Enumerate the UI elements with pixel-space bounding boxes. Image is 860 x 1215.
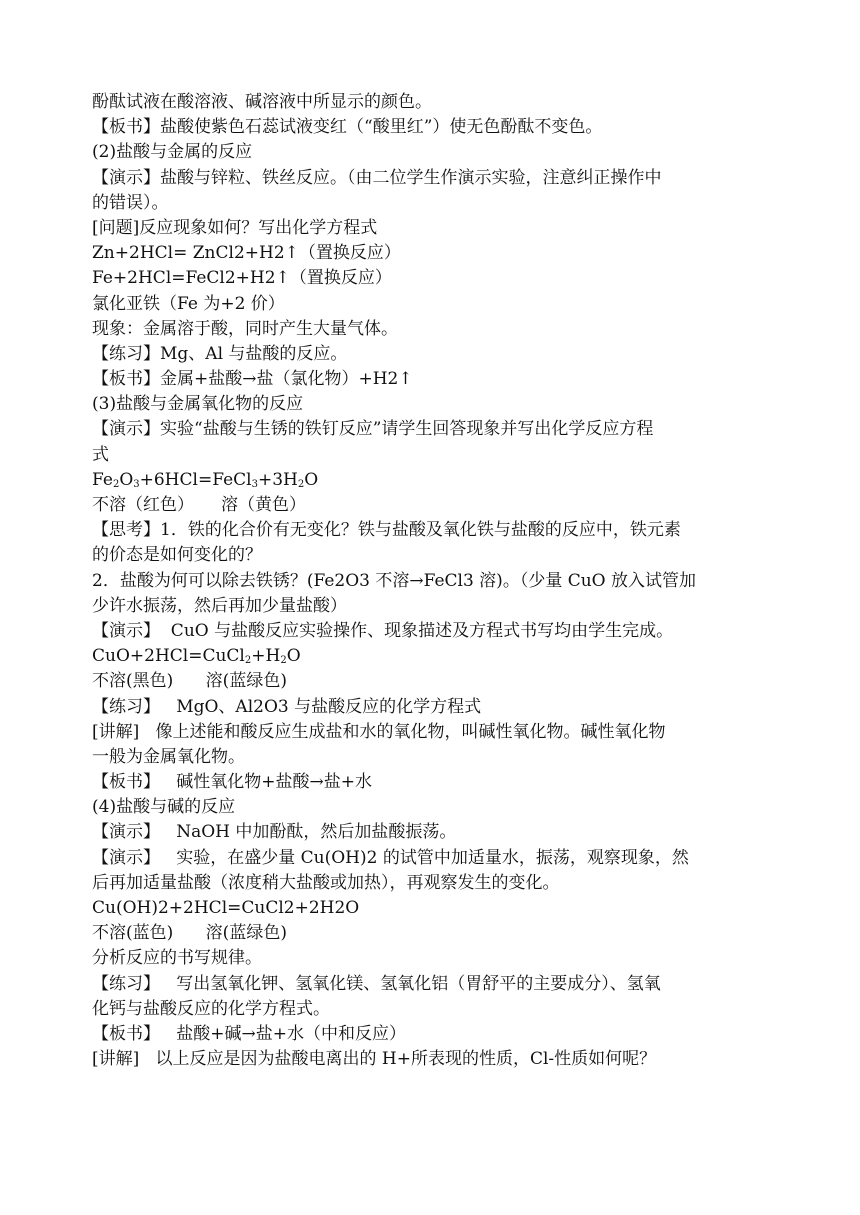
text-line: 【板书】 碱性氧化物+盐酸→盐+水 xyxy=(92,772,372,793)
text-line: 式 xyxy=(92,444,109,465)
text-line: 分析反应的书写规律。 xyxy=(92,948,262,969)
text-line: 不溶（红色） 溶（黄色） xyxy=(92,495,307,515)
text-line: [讲解] 像上述能和酸反应生成盐和水的氧化物，叫碱性氧化物。碱性氧化物 xyxy=(92,721,666,742)
text-line: 【演示】 实验，在盛少量 Cu(OH)2 的试管中加适量水，振荡，观察现象，然 xyxy=(92,847,689,868)
text-line: 不溶(蓝色) 溶(蓝绿色) xyxy=(92,923,287,944)
text-line: Cu(OH)2+2HCl=CuCl2+2H2O xyxy=(92,898,360,918)
text-line: 【板书】金属+盐酸→盐（氯化物）+H2↑ xyxy=(92,369,413,390)
document-body xyxy=(92,90,782,1072)
text-line: [问题]反应现象如何？写出化学方程式 xyxy=(92,217,378,238)
text-line: 【演示】 NaOH 中加酚酞，然后加盐酸振荡。 xyxy=(92,822,457,843)
text-line: 后再加适量盐酸（浓度稍大盐酸或加热），再观察发生的变化。 xyxy=(92,872,560,893)
text-line: 2．盐酸为何可以除去铁锈？(Fe2O3 不溶→FeCl3 溶)。（少量 CuO 放入试管加 xyxy=(92,570,697,591)
text-line: [讲解] 以上反应是因为盐酸电离出的 H+所表现的性质，Cl-性质如何呢？ xyxy=(92,1049,657,1070)
text-line: 【思考】1．铁的化合价有无变化？铁与盐酸及氧化铁与盐酸的反应中，铁元素 xyxy=(92,520,681,541)
text-line: 一般为金属氧化物。 xyxy=(92,746,245,767)
equation-cuo: $CuO+2HCl=CuCl_2+H_2O$ xyxy=(92,646,301,667)
text-line: Zn+2HCl= ZnCl2+H2↑（置换反应） xyxy=(92,243,401,264)
text-line: 的错误）。 xyxy=(92,192,169,213)
text-line: (2)盐酸与金属的反应 xyxy=(92,142,253,163)
text-line: 的价态是如何变化的？ xyxy=(92,545,262,566)
text-line: 现象：金属溶于酸，同时产生大量气体。 xyxy=(92,318,398,339)
text-line: (3)盐酸与金属氧化物的反应 xyxy=(92,394,304,415)
text-line: 【演示】实验“盐酸与生锈的铁钉反应”请学生回答现象并写出化学反应方程 xyxy=(92,419,654,440)
text-line: 化钙与盐酸反应的化学方程式。 xyxy=(92,998,330,1019)
text-line: 【演示】 CuO 与盐酸反应实验操作、现象描述及方程式书写均由学生完成。 xyxy=(92,620,674,641)
equation-fe2o3: $Fe_2O_3+6HCl=FeCl_3+3H_2O$ xyxy=(92,469,319,490)
text-line: 【板书】 盐酸+碱→盐+水（中和反应） xyxy=(92,1023,406,1044)
text-line: (4)盐酸与碱的反应 xyxy=(92,797,236,818)
text-line: 【演示】盐酸与锌粒、铁丝反应。（由二位学生作演示实验，注意纠正操作中 xyxy=(92,167,662,188)
text-line: 【练习】Mg、Al 与盐酸的反应。 xyxy=(92,343,348,364)
text-line: 【练习】 MgO、Al2O3 与盐酸反应的化学方程式 xyxy=(92,696,482,717)
text-line: 氯化亚铁（Fe 为+2 价） xyxy=(92,293,285,314)
text-line: 酚酞试液在酸溶液、碱溶液中所显示的颜色。 xyxy=(92,92,432,112)
text-line: 少许水振荡，然后再加少量盐酸） xyxy=(92,595,347,616)
text-line: 【练习】 写出氢氧化钾、氢氧化镁、氢氧化铝（胃舒平的主要成分）、氢氧 xyxy=(92,973,661,994)
text-line: Fe+2HCl=FeCl2+H2↑（置换反应） xyxy=(92,268,392,289)
text-line: 不溶(黑色) 溶(蓝绿色) xyxy=(92,671,287,692)
text-line: 【板书】盐酸使紫色石蕊试液变红（“酸里红”）使无色酚酞不变色。 xyxy=(92,117,603,138)
